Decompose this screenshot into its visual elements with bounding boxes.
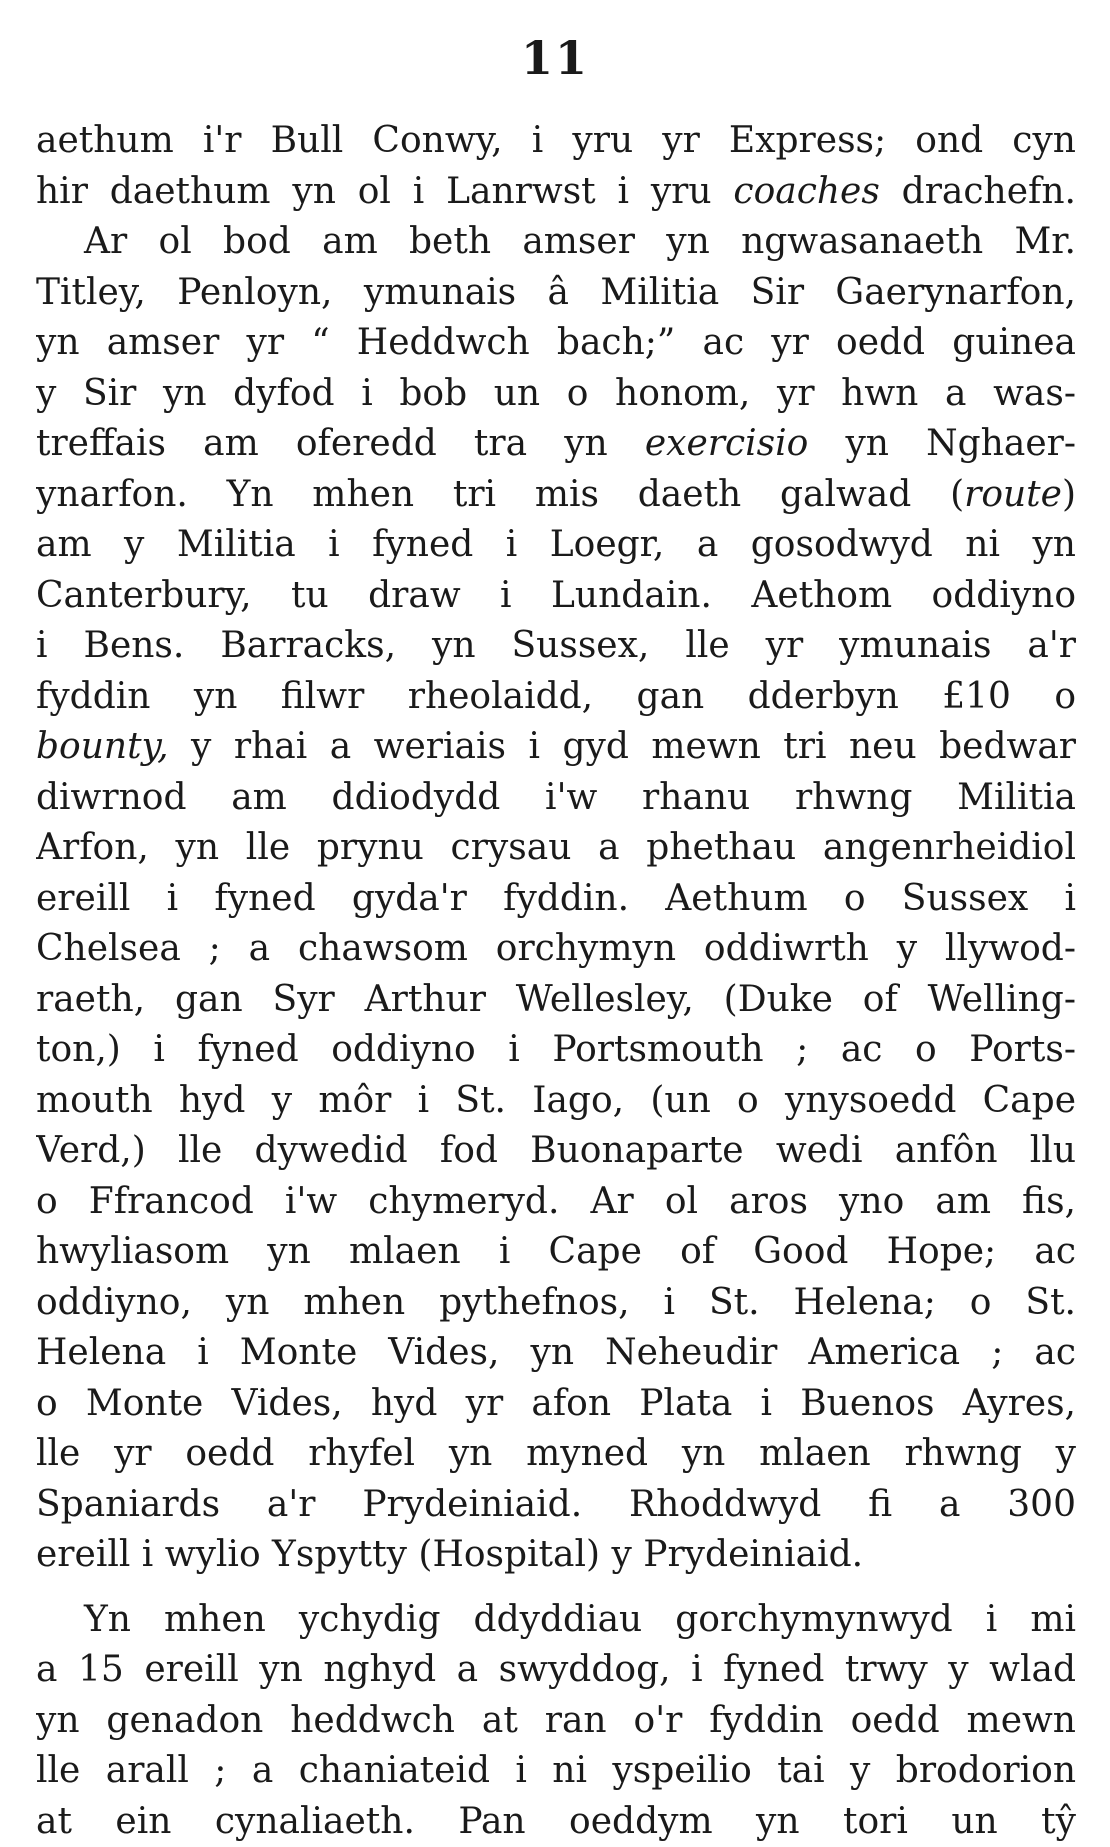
text-line (36, 116, 1076, 167)
text-line (36, 722, 1076, 773)
text-line (36, 167, 1076, 218)
italic-word: exercisio (645, 423, 808, 464)
text-line (36, 1126, 1076, 1177)
text-line (36, 773, 1076, 824)
text-segment: o Monte Vides, hyd yr afon Plata i Buenos Ayres, (36, 1383, 1076, 1424)
text-segment: Helena i Monte Vides, yn Neheudir America ; ac (36, 1332, 1076, 1373)
text-segment: am y Militia i fyned i Loegr, a gosodwyd ni yn (36, 524, 1076, 565)
text-segment: Ar ol bod am beth amser yn ngwasanaeth Mr. (84, 221, 1076, 262)
text-line (36, 975, 1076, 1026)
text-segment: i Bens. Barracks, yn Sussex, lle yr ymunais a'r (36, 625, 1076, 666)
text-line (36, 621, 1076, 672)
text-segment: hwyliasom yn mlaen i Cape of Good Hope; ac (36, 1231, 1076, 1272)
text-segment: Verd,) lle dywedid fod Buonaparte wedi anfôn llu (36, 1130, 1076, 1171)
text-segment: ynarfon. Yn mhen tri mis daeth galwad ( (36, 474, 964, 515)
text-line (36, 1696, 1076, 1747)
text-line (36, 571, 1076, 622)
text-segment: y Sir yn dyfod i bob un o honom, yr hwn a was- (36, 373, 1076, 414)
text-line (36, 419, 1076, 470)
text-segment: o Ffrancod i'w chymeryd. Ar ol aros yno am fis, (36, 1181, 1076, 1222)
page-number: 11 (0, 30, 1110, 86)
text-segment: yn amser yr “ Heddwch bach;” ac yr oedd guinea (36, 322, 1076, 363)
text-line (36, 823, 1076, 874)
text-line (36, 1746, 1076, 1797)
text-line (36, 1797, 1076, 1847)
text-segment: oddiyno, yn mhen pythefnos, i St. Helena; o St. (36, 1282, 1076, 1323)
text-segment: aethum i'r Bull Conwy, i yru yr Express; ond cyn (36, 120, 1076, 161)
text-segment: Arfon, yn lle prynu crysau a phethau angenrheidiol (36, 827, 1076, 868)
text-line (36, 874, 1076, 925)
text-line (36, 1530, 1076, 1581)
text-segment: ereill i fyned gyda'r fyddin. Aethum o Sussex i (36, 878, 1076, 919)
text-segment: drachefn. (880, 171, 1076, 212)
text-segment: lle arall ; a chaniateid i ni yspeilio tai y brodorion (36, 1750, 1076, 1791)
text-segment: Canterbury, tu draw i Lundain. Aethom oddiyno (36, 575, 1076, 616)
text-segment: ) (1062, 474, 1076, 515)
italic-word: bounty, (36, 726, 169, 767)
text-segment: lle yr oedd rhyfel yn myned yn mlaen rhwng y (36, 1433, 1076, 1474)
text-segment: Yn mhen ychydig ddyddiau gorchymynwyd i mi (84, 1599, 1076, 1640)
text-line (36, 924, 1076, 975)
text-line (36, 520, 1076, 571)
text-line (36, 268, 1076, 319)
text-segment: yn genadon heddwch at ran o'r fyddin oedd mewn (36, 1700, 1076, 1741)
text-segment: yn Nghaer- (808, 423, 1076, 464)
text-line (36, 1429, 1076, 1480)
text-segment: a 15 ereill yn nghyd a swyddog, i fyned trwy y wlad (36, 1649, 1076, 1690)
text-line (36, 1645, 1076, 1696)
text-segment: hir daethum yn ol i Lanrwst i yru (36, 171, 733, 212)
text-line (36, 1177, 1076, 1228)
text-line (36, 1227, 1076, 1278)
italic-word: route (964, 474, 1062, 515)
text-segment: raeth, gan Syr Arthur Wellesley, (Duke of Welling- (36, 979, 1076, 1020)
text-segment: mouth hyd y môr i St. Iago, (un o ynysoedd Cape (36, 1080, 1076, 1121)
text-line (36, 217, 1076, 268)
text-line (36, 672, 1076, 723)
text-segment: Chelsea ; a chawsom orchymyn oddiwrth y llywod- (36, 928, 1076, 969)
text-line (36, 1595, 1076, 1646)
text-line (36, 1278, 1076, 1329)
text-segment: Titley, Penloyn, ymunais â Militia Sir Gaerynarfon, (36, 272, 1076, 313)
text-segment: Spaniards a'r Prydeiniaid. Rhoddwyd fi a 300 (36, 1484, 1076, 1525)
text-line (36, 470, 1076, 521)
text-line (36, 369, 1076, 420)
text-segment: diwrnod am ddiodydd i'w rhanu rhwng Militia (36, 777, 1076, 818)
text-line (36, 1076, 1076, 1127)
text-segment: at ein cynaliaeth. Pan oeddym yn tori un tŷ (36, 1801, 1076, 1842)
text-line (36, 1379, 1076, 1430)
text-segment: treffais am oferedd tra yn (36, 423, 645, 464)
italic-word: coaches (733, 171, 879, 212)
text-line (36, 1480, 1076, 1531)
text-segment: fyddin yn filwr rheolaidd, gan dderbyn £10 o (36, 676, 1076, 717)
text-line (36, 1328, 1076, 1379)
body-text (36, 116, 1076, 1847)
text-line (36, 1025, 1076, 1076)
text-segment: ereill i wylio Yspytty (Hospital) y Prydeiniaid. (36, 1534, 863, 1575)
text-line (36, 318, 1076, 369)
text-segment: y rhai a weriais i gyd mewn tri neu bedwar (169, 726, 1076, 767)
text-segment: ton,) i fyned oddiyno i Portsmouth ; ac o Ports- (36, 1029, 1076, 1070)
